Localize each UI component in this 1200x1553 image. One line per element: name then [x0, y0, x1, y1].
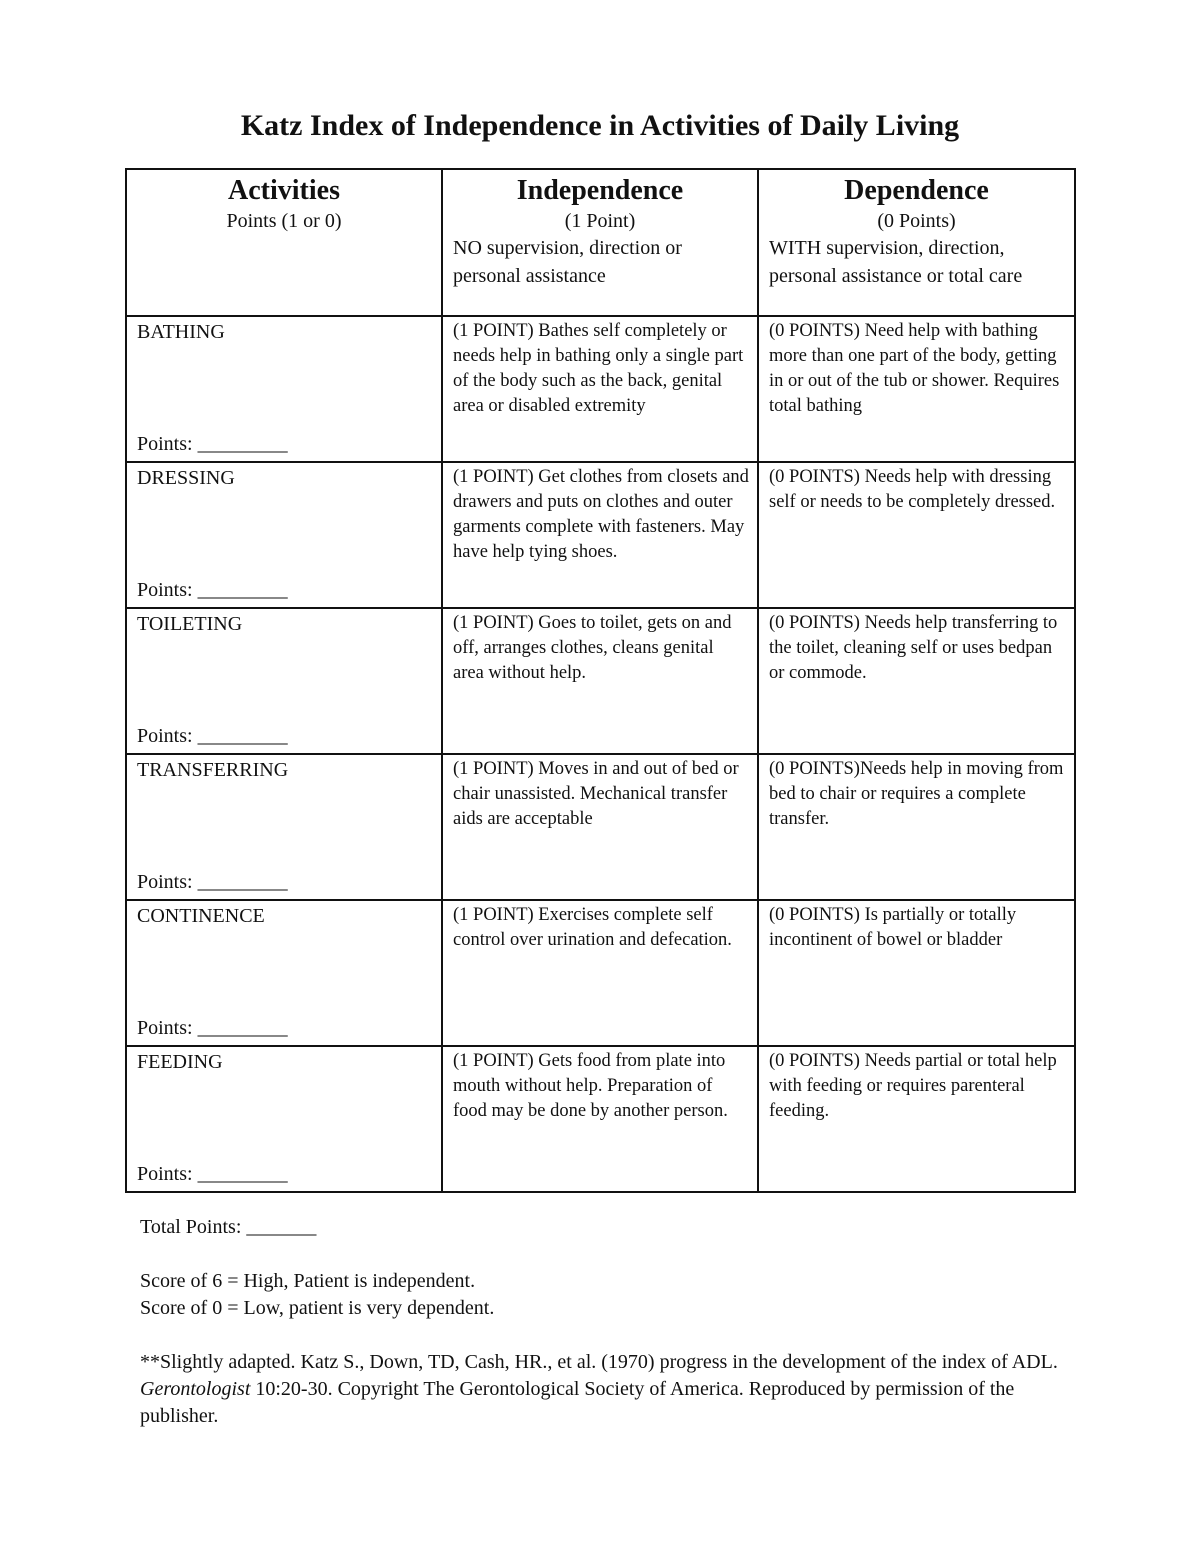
points-field[interactable]: Points: _________ — [137, 1163, 288, 1185]
points-field[interactable]: Points: _________ — [137, 725, 288, 747]
activity-name: FEEDING — [137, 1051, 223, 1073]
dependence-desc: (0 POINTS) Needs help with dressing self or needs to be completely dressed. — [769, 467, 1056, 512]
dependence-desc: (0 POINTS) Is partially or totally incontinent of bowel or bladder — [769, 905, 1017, 950]
total-points-field[interactable]: Total Points: _______ — [140, 1216, 317, 1238]
header-activities-title: Activities — [228, 175, 340, 206]
header-independence-sub: (1 Point) — [564, 210, 636, 232]
points-field[interactable]: Points: _________ — [137, 433, 288, 455]
header-dependence-title: Dependence — [844, 175, 989, 206]
independence-desc: (1 POINT) Get clothes from closets and drawers and puts on clothes and outer garments complete with fasteners. May have help tying shoes. — [453, 467, 749, 562]
citation-journal: Gerontologist — [140, 1378, 251, 1400]
dependence-cell — [758, 900, 1075, 1046]
independence-desc: (1 POINT) Goes to toilet, gets on and off, arranges clothes, cleans genital area without help. — [453, 613, 732, 683]
table-row — [126, 754, 1075, 900]
dependence-desc: (0 POINTS) Needs partial or total help with feeding or requires parenteral feeding. — [769, 1051, 1057, 1121]
independence-cell — [442, 608, 758, 754]
table-row — [126, 462, 1075, 608]
table-row — [126, 316, 1075, 462]
table-row — [126, 900, 1075, 1046]
header-independence-cell — [442, 169, 758, 316]
header-activities-cell — [126, 169, 442, 316]
dependence-cell — [758, 754, 1075, 900]
header-dependence-desc: WITH supervision, direction, personal assistance or total care — [769, 237, 1023, 287]
header-independence-title: Independence — [516, 175, 684, 206]
score-low-note: Score of 0 = Low, patient is very dependent. — [140, 1297, 495, 1319]
dependence-desc: (0 POINTS)Needs help in moving from bed to chair or requires a complete transfer. — [769, 759, 1064, 829]
footer — [140, 1214, 1070, 1430]
independence-cell — [442, 754, 758, 900]
activity-cell — [126, 608, 442, 754]
independence-cell — [442, 1046, 758, 1192]
points-field[interactable]: Points: _________ — [137, 579, 288, 601]
score-high-note: Score of 6 = High, Patient is independent. — [140, 1270, 476, 1292]
table-row — [126, 1046, 1075, 1192]
header-dependence-cell — [758, 169, 1075, 316]
katz-table — [125, 168, 1076, 1193]
points-field[interactable]: Points: _________ — [137, 871, 288, 893]
activity-name: TRANSFERRING — [137, 759, 289, 781]
activity-name: DRESSING — [137, 467, 235, 489]
activity-cell — [126, 462, 442, 608]
activity-cell — [126, 754, 442, 900]
header-dependence-sub: (0 Points) — [877, 210, 956, 232]
independence-cell — [442, 462, 758, 608]
activity-name: BATHING — [137, 321, 225, 343]
citation-text: **Slightly adapted. Katz S., Down, TD, Cash, HR., et al. (1970) progress in the development of the index of ADL. — [140, 1351, 1058, 1373]
activity-cell — [126, 1046, 442, 1192]
activity-cell — [126, 900, 442, 1046]
header-independence-desc: NO supervision, direction or personal assistance — [453, 237, 682, 287]
dependence-cell — [758, 462, 1075, 608]
dependence-desc: (0 POINTS) Needs help transferring to the toilet, cleaning self or uses bedpan or commode. — [769, 613, 1058, 683]
points-field[interactable]: Points: _________ — [137, 1017, 288, 1039]
independence-cell — [442, 900, 758, 1046]
independence-desc: (1 POINT) Bathes self completely or needs help in bathing only a single part of the body such as the back, genital area or disabled extremity — [453, 321, 744, 416]
header-activities-sub: Points (1 or 0) — [226, 210, 342, 232]
activity-cell — [126, 316, 442, 462]
activity-name: CONTINENCE — [137, 905, 265, 927]
dependence-cell — [758, 316, 1075, 462]
independence-desc: (1 POINT) Moves in and out of bed or chair unassisted. Mechanical transfer aids are acceptable — [453, 759, 739, 829]
activity-name: TOILETING — [137, 613, 243, 635]
independence-cell — [442, 316, 758, 462]
independence-desc: (1 POINT) Gets food from plate into mouth without help. Preparation of food may be done by another person. — [453, 1051, 728, 1121]
page-title: Katz Index of Independence in Activities of Daily Living — [240, 109, 960, 142]
dependence-cell — [758, 1046, 1075, 1192]
citation-text-end: 10:20-30. Copyright The Gerontological Society of America. Reproduced by permission of the publisher. — [140, 1378, 1015, 1427]
citation — [140, 1349, 1070, 1430]
independence-desc: (1 POINT) Exercises complete self control over urination and defecation. — [453, 905, 732, 950]
dependence-cell — [758, 608, 1075, 754]
table-header-row — [126, 169, 1075, 316]
table-row — [126, 608, 1075, 754]
dependence-desc: (0 POINTS) Need help with bathing more than one part of the body, getting in or out of the tub or shower. Requires total bathing — [769, 321, 1060, 416]
